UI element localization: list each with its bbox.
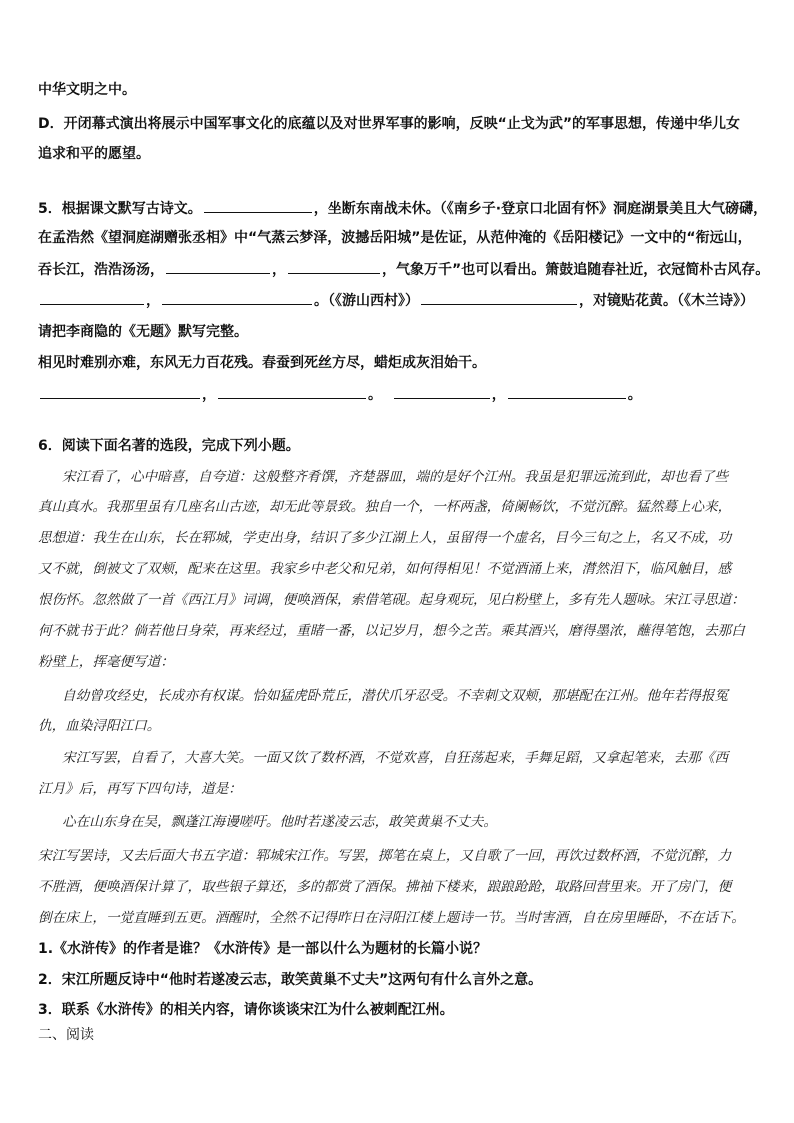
- answer-blank[interactable]: [40, 290, 144, 305]
- text-span: ，: [202, 387, 216, 403]
- text-span: 。: [627, 387, 642, 403]
- excerpt-line: 宋江看了，心中暗喜，自夸道：这般整齐肴馔，齐楚器皿，端的是好个江州。我虽是犯罪远流到此，却也看了些: [62, 469, 729, 485]
- text-line: 中华文明之中。: [38, 82, 136, 98]
- text-line: 追求和平的愿望。: [38, 146, 150, 162]
- excerpt-line: 自幼曾攻经史，长成亦有权谋。恰如猛虎卧荒丘，潜伏爪牙忍受。不幸刺文双颊，那堪配在江州。他年若得报冤: [62, 688, 729, 704]
- question-5-line-2: 在孟浩然《望洞庭湖赠张丞相》中“气蒸云梦泽，波撼岳阳城”是佐证，从范仲淹的《岳阳楼记》一文中的“衔远山，: [38, 230, 752, 246]
- question-5-line-5: 请把李商隐的《无题》默写完整。: [38, 324, 248, 340]
- excerpt-line: 思想道：我生在山东，长在郓城，学吏出身，结识了多少江湖上人，虽留得一个虚名，目今三旬之上，名又不成，功: [38, 530, 732, 546]
- sub-question-2: 2．宋江所题反诗中“他时若遂凌云志，敢笑黄巢不丈夫”这两句有什么言外之意。: [38, 972, 543, 988]
- excerpt-line: 真山真水。我那里虽有几座名山古迹，却无此等景致。独自一个，一杯两盏，倚阑畅饮，不觉沉醉。猛然蓦上心来，: [38, 499, 732, 515]
- answer-blank[interactable]: [394, 384, 490, 399]
- text-span: ，对镜贴花黄。（《木兰诗》）: [579, 293, 754, 309]
- answer-blank[interactable]: [162, 290, 312, 305]
- excerpt-line: 仇，血染浔阳江口。: [38, 718, 161, 734]
- answer-blank[interactable]: [508, 384, 626, 399]
- section-heading: 二、阅读: [38, 1027, 94, 1043]
- text-span: 吞长江，浩浩汤汤，: [38, 262, 164, 278]
- question-5-prompt: 5．根据课文默写古诗文。: [38, 201, 202, 217]
- excerpt-line: 江月》后，再写下四句诗，道是：: [38, 781, 242, 797]
- option-d-line: D．开闭幕式演出将展示中国军事文化的底蕴以及对世界军事的影响，反映“止戈为武”的军事思想，传递中华儿女: [38, 116, 741, 132]
- excerpt-line: 不胜酒，便唤酒保计算了，取些银子算还，多的都赏了酒保。拂袖下楼来，踉踉跄跄，取路回营里来。开了房门，便: [38, 879, 732, 895]
- text-span: ，: [491, 387, 506, 403]
- excerpt-line: 粉壁上，挥毫便写道：: [38, 654, 174, 670]
- poem-line: 相见时难别亦难，东风无力百花残。春蚕到死丝方尽，蜡炬成灰泪始干。: [38, 355, 486, 371]
- excerpt-line: 倒在床上，一觉直睡到五更。酒醒时，全然不记得昨日在浔阳江楼上题诗一节。当时害酒，自在房里睡卧，不在话下。: [38, 910, 745, 926]
- sub-question-3: 3．联系《水浒传》的相关内容，请你谈谈宋江为什么被刺配江州。: [38, 1002, 454, 1018]
- excerpt-line: 宋江写罢，自看了，大喜大笑。一面又饮了数杯酒，不觉欢喜，自狂荡起来，手舞足蹈，又拿起笔来，去那《西: [62, 750, 729, 766]
- text-span: 。（《游山西村》）: [314, 293, 419, 309]
- sub-question-1: 1.《水浒传》的作者是谁？《水浒传》是一部以什么为题材的长篇小说？: [38, 941, 488, 957]
- excerpt-line: 何不就书于此？倘若他日身荣，再来经过，重睹一番，以记岁月，想今之苦。乘其酒兴，磨得墨浓，蘸得笔饱，去那白: [38, 623, 745, 639]
- question-5-line-1: [38, 198, 767, 219]
- answer-blank[interactable]: [204, 198, 312, 213]
- text-span: ，气象万千”也可以看出。箫鼓追随春社近，衣冠简朴古风存。: [382, 262, 770, 278]
- question-6-title: 6．阅读下面名著的选段，完成下列小题。: [38, 438, 300, 454]
- excerpt-line: 又不就，倒被文了双颊，配来在这里。我家乡中老父和兄弟，如何得相见！不觉酒涌上来，潸然泪下，临风触目，感: [38, 561, 732, 577]
- text-span: 。: [368, 387, 382, 403]
- answer-blank[interactable]: [166, 259, 270, 274]
- answer-blank[interactable]: [40, 384, 200, 399]
- excerpt-line: 宋江写罢诗，又去后面大书五字道：郓城宋江作。写罢，掷笔在桌上，又自歌了一回，再饮过数杯酒，不觉沉醉，力: [38, 848, 732, 864]
- answer-blank[interactable]: [218, 384, 366, 399]
- text-span: ，: [146, 293, 160, 309]
- text-span: ，坐断东南战未休。（《南乡子·登京口北固有怀》洞庭湖景美且大气磅礴，: [313, 201, 768, 217]
- excerpt-line: 心在山东身在吴，飘蓬江海谩嗟吁。他时若遂凌云志，敢笑黄巢不丈夫。: [62, 814, 497, 830]
- answer-blank[interactable]: [288, 259, 380, 274]
- question-5-line-4: [38, 290, 754, 311]
- excerpt-line: 恨伤怀。忽然做了一首《西江月》词调，便唤酒保，索借笔砚。起身观玩，见白粉壁上，多有先人题咏。宋江寻思道：: [38, 592, 745, 608]
- answer-blank[interactable]: [421, 290, 577, 305]
- text-span: ，: [272, 262, 286, 278]
- question-5-line-3: [38, 259, 769, 280]
- question-5-blank-line: [38, 384, 642, 405]
